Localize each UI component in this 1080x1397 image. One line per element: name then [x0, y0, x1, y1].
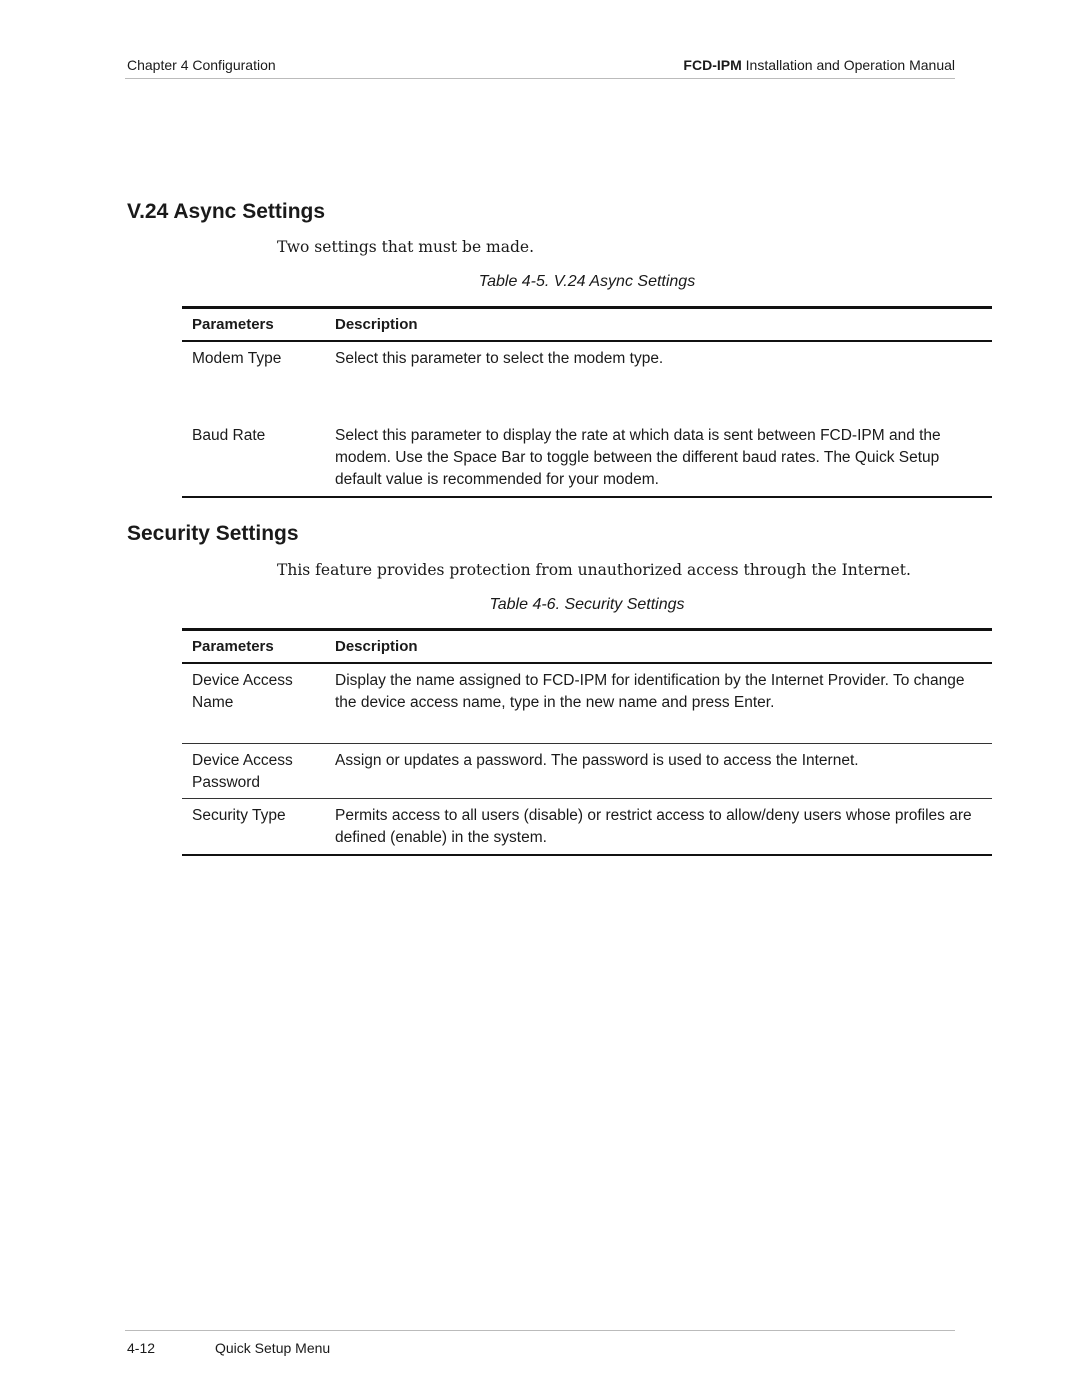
param-device-access-password: Device Access Password — [192, 752, 293, 791]
table-rule — [182, 628, 992, 631]
param-modem-type: Modem Type — [192, 350, 282, 367]
running-header-manual — [683, 57, 955, 73]
manual-title: Installation and Operation Manual — [741, 57, 955, 73]
column-header-description: Description — [335, 638, 418, 655]
param-security-type: Security Type — [192, 807, 286, 824]
section-heading-async: V.24 Async Settings — [127, 200, 326, 223]
footer-section: Quick Setup Menu — [215, 1340, 331, 1356]
page-number: 4-12 — [127, 1340, 156, 1356]
header-rule — [125, 78, 955, 79]
table-rule — [182, 662, 992, 664]
running-header-chapter: Chapter 4 Configuration — [127, 57, 276, 73]
param-baud-rate: Baud Rate — [192, 427, 266, 444]
column-header-parameters: Parameters — [192, 638, 274, 655]
async-table-caption: Table 4-5. V.24 Async Settings — [478, 273, 696, 290]
section-heading-security: Security Settings — [127, 522, 299, 545]
footer-rule — [125, 1330, 955, 1331]
desc-device-access-name: Display the name assigned to FCD-IPM for identification by the Internet Provider. To change the device access name, type in the new name and press Enter. — [335, 672, 965, 711]
table-rule — [182, 496, 992, 498]
desc-device-access-password: Assign or updates a password. The password is used to access the Internet. — [335, 752, 859, 769]
row-divider — [182, 743, 992, 744]
row-divider — [182, 798, 992, 799]
security-table-caption: Table 4-6. Security Settings — [489, 596, 685, 613]
desc-modem-type: Select this parameter to select the modem type. — [335, 350, 664, 367]
table-rule — [182, 340, 992, 342]
security-table — [182, 628, 992, 858]
param-device-access-name: Device Access Name — [192, 672, 293, 711]
desc-baud-rate: Select this parameter to display the rate at which data is sent between FCD-IPM and the modem. Use the Space Bar to toggle between the different baud rates. The Quick Setup default value is recommended for your modem. — [335, 427, 941, 488]
async-table — [182, 306, 992, 501]
column-header-parameters: Parameters — [192, 316, 274, 333]
async-intro: Two settings that must be made. — [277, 238, 535, 256]
manual-product: FCD-IPM — [683, 57, 742, 73]
table-rule — [182, 306, 992, 309]
table-rule — [182, 854, 992, 856]
security-intro: This feature provides protection from unauthorized access through the Internet. — [277, 561, 911, 579]
column-header-description: Description — [335, 316, 418, 333]
desc-security-type: Permits access to all users (disable) or restrict access to allow/deny users whose profiles are defined (enable) in the system. — [335, 807, 972, 846]
